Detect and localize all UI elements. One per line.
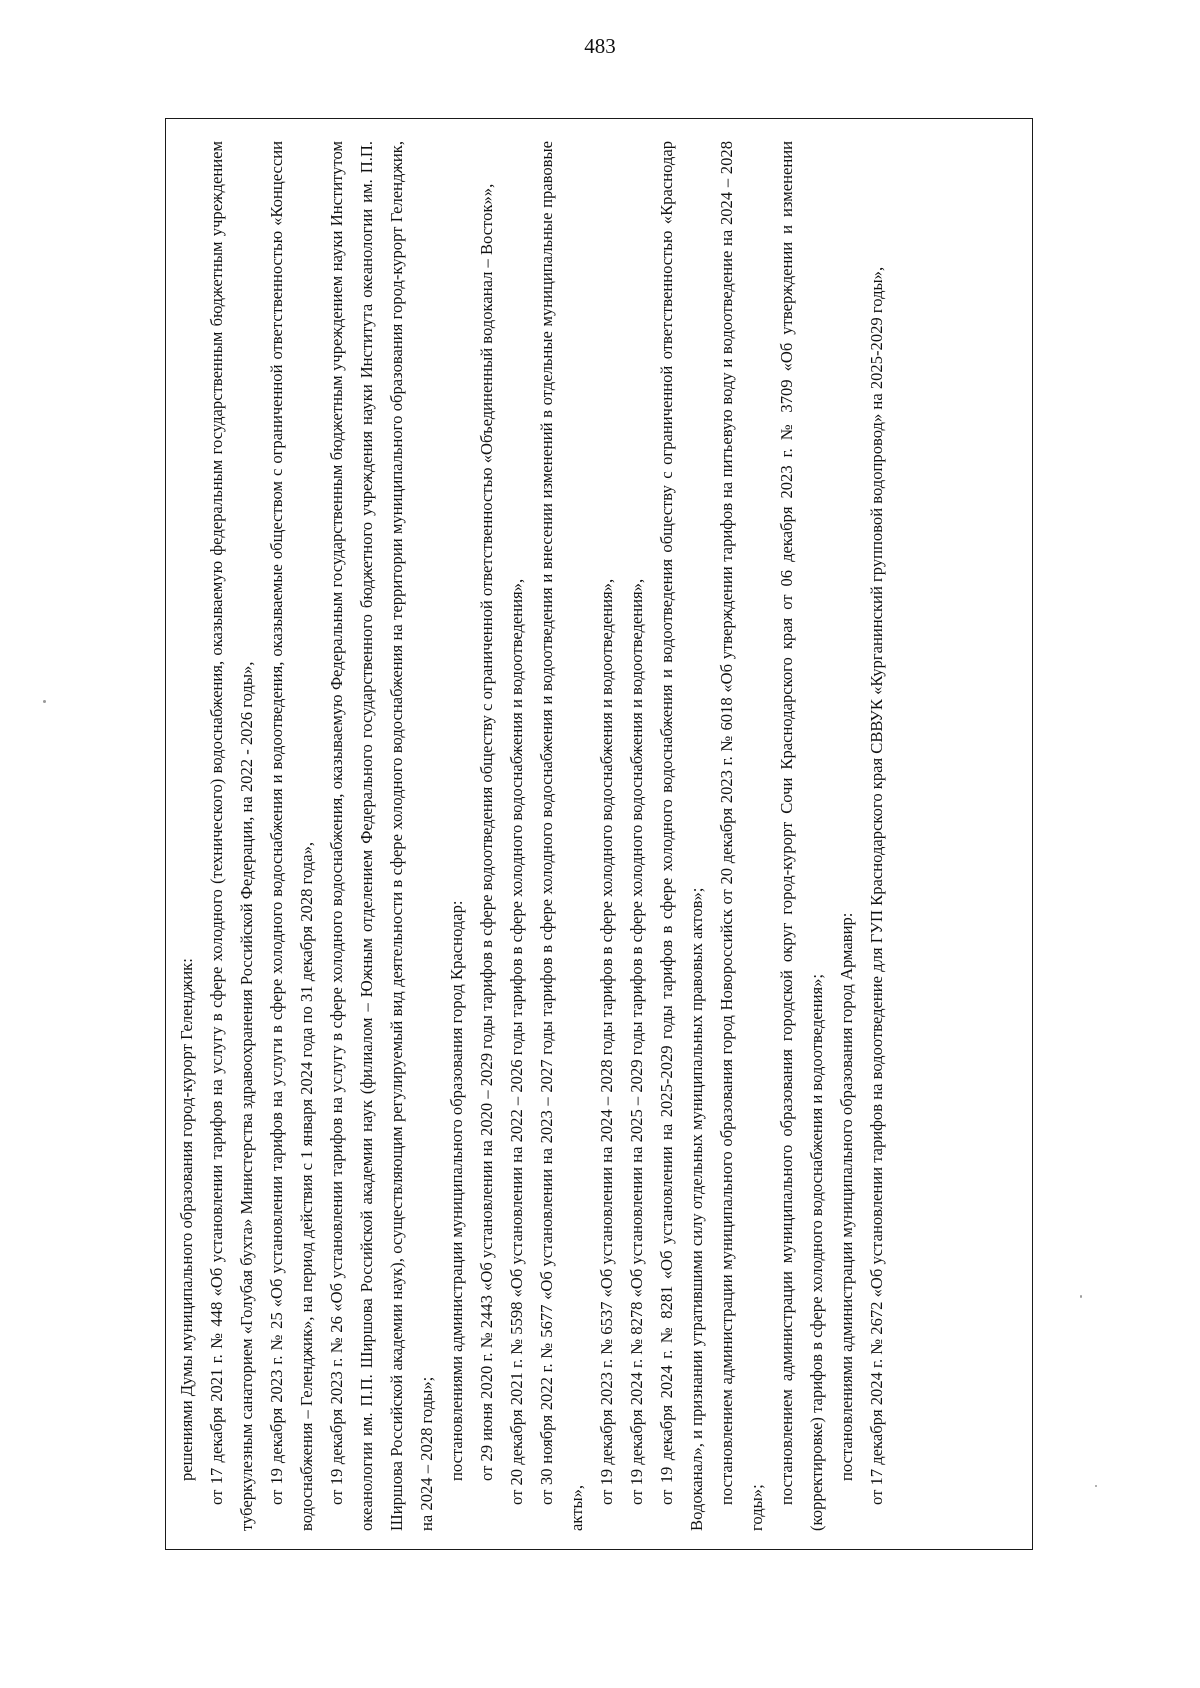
scan-speck bbox=[1095, 1485, 1097, 1487]
paragraph: от 19 декабря 2023 г. № 6537 «Об установлении на 2024 – 2028 годы тарифов в сфере холодного водоснабжения и водоотведения», bbox=[597, 578, 616, 1505]
paragraph: от 17 декабря 2021 г. № 448 «Об установлении тарифов на услугу в сфере холодного (технического) водоснабжения, оказываемую федеральным государственным бюджетным учреждением туберкулезным санаторием «Голубая бухта» Министерства здравоохранения Российской Федерации, на 2022 - 2026 годы», bbox=[207, 141, 256, 1531]
paragraph: постановлениями администрации муниципального образования город Краснодар: bbox=[447, 900, 466, 1481]
paragraph: от 19 декабря 2024 г. № 8278 «Об установлении на 2025 – 2029 годы тарифов в сфере холодного водоснабжения и водоотведения», bbox=[627, 578, 646, 1505]
paragraph: от 19 декабря 2023 г. № 26 «Об установлении тарифов на услугу в сфере холодного водоснабжения, оказываемую Федеральным государственным бюджетным учреждением науки Институтом океанологии им. П.П. Ширшова Российской академии наук (филиалом – Южным отделением Федерального государственного бюджетного учреждения науки Института океанологии им. П.П. Ширшова Российской академии наук), осуществляющим регулируемый вид деятельности в сфере холодного водоснабжения на территории муниципального образования город-курорт Геленджик, на 2024 – 2028 годы»; bbox=[327, 141, 436, 1531]
paragraph: решениями Думы муниципального образования город-курорт Геленджик: bbox=[177, 958, 196, 1481]
paragraph: от 19 декабря 2024 г. № 8281 «Об установлении на 2025-2029 годы тарифов в сфере холодного водоснабжения и водоотведения обществу с ограниченной ответственностью «Краснодар Водоканал», и признании утратившими силу отдельных муниципальных правовых актов»; bbox=[657, 141, 706, 1531]
paragraph: от 20 декабря 2021 г. № 5598 «Об установлении на 2022 – 2026 годы тарифов в сфере холодного водоснабжения и водоотведения», bbox=[507, 578, 526, 1505]
paragraph: постановлением администрации муниципального образования город Новороссийск от 20 декабря 2023 г. № 6018 «Об утверждении тарифов на питьевую воду и водоотведение на 2024 – 2028 годы»; bbox=[717, 141, 766, 1531]
paragraph: от 19 декабря 2023 г. № 25 «Об установлении тарифов на услуги в сфере холодного водоснабжения и водоотведения, оказываемые обществом с ограниченной ответственностью «Концессии водоснабжения – Геленджик», на период действия с 1 января 2024 года по 31 декабря 2028 года», bbox=[267, 141, 316, 1531]
rotated-text-block bbox=[166, 119, 1033, 1550]
scan-speck bbox=[43, 700, 46, 703]
paragraph: от 30 ноября 2022 г. № 5677 «Об установлении на 2023 – 2027 годы тарифов в сфере холодного водоснабжения и водоотведения и внесении изменений в отдельные муниципальные правовые акты», bbox=[537, 141, 586, 1531]
rotated-text-frame bbox=[165, 118, 1033, 1550]
paragraph: от 17 декабря 2024 г. № 2672 «Об установлении тарифов на водоотведение для ГУП Краснодарского края СВВУК «Курганинский групповой водопровод» на 2025-2029 годы», bbox=[867, 266, 886, 1505]
paragraph: от 29 июня 2020 г. № 2443 «Об установлении на 2020 – 2029 годы тарифов в сфере водоотведения обществу с ограниченной ответственностью «Объединенный водоканал – Восток»», bbox=[477, 183, 496, 1481]
page-number: 483 bbox=[584, 34, 616, 58]
scan-speck bbox=[1080, 1295, 1082, 1298]
paragraph: постановлениями администрации муниципального образования город Армавир: bbox=[837, 912, 856, 1481]
paragraph: постановлением администрации муниципального образования городской округ город-курорт Сочи Краснодарского края от 06 декабря 2023 г. № 3709 «Об утверждении и изменении (корректировке) тарифов в сфере холодного водоснабжения и водоотведения»; bbox=[777, 141, 826, 1531]
